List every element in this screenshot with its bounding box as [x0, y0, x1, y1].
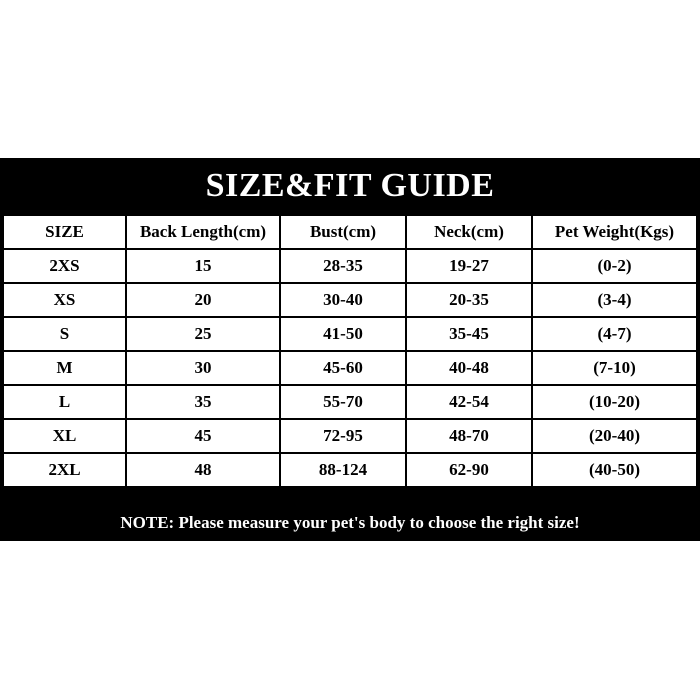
- cell-neck: 62-90: [407, 454, 531, 486]
- header-pet-weight: Pet Weight(Kgs): [533, 216, 696, 248]
- cell-neck: 19-27: [407, 250, 531, 282]
- cell-size: S: [4, 318, 125, 350]
- header-size: SIZE: [4, 216, 125, 248]
- cell-bust: 55-70: [281, 386, 405, 418]
- cell-back-length: 20: [127, 284, 279, 316]
- table-row: [4, 420, 696, 452]
- cell-size: 2XL: [4, 454, 125, 486]
- cell-bust: 30-40: [281, 284, 405, 316]
- cell-size: XS: [4, 284, 125, 316]
- size-fit-guide: [0, 158, 700, 541]
- cell-bust: 45-60: [281, 352, 405, 384]
- cell-neck: 48-70: [407, 420, 531, 452]
- guide-title: SIZE&FIT GUIDE: [205, 167, 495, 204]
- cell-pet-weight: (20-40): [533, 420, 696, 452]
- header-bust: Bust(cm): [281, 216, 405, 248]
- table-row: [4, 284, 696, 316]
- cell-pet-weight: (10-20): [533, 386, 696, 418]
- cell-bust: 88-124: [281, 454, 405, 486]
- cell-neck: 35-45: [407, 318, 531, 350]
- cell-back-length: 48: [127, 454, 279, 486]
- cell-bust: 72-95: [281, 420, 405, 452]
- cell-neck: 20-35: [407, 284, 531, 316]
- cell-pet-weight: (4-7): [533, 318, 696, 350]
- cell-back-length: 35: [127, 386, 279, 418]
- cell-size: M: [4, 352, 125, 384]
- size-table: [2, 214, 698, 488]
- cell-pet-weight: (7-10): [533, 352, 696, 384]
- cell-pet-weight: (3-4): [533, 284, 696, 316]
- cell-size: XL: [4, 420, 125, 452]
- table-header-row: [4, 216, 696, 248]
- note-banner: NOTE: Please measure your pet's body to choose the right size!: [120, 513, 580, 532]
- cell-neck: 40-48: [407, 352, 531, 384]
- table-row: [4, 250, 696, 282]
- cell-size: 2XS: [4, 250, 125, 282]
- cell-bust: 41-50: [281, 318, 405, 350]
- cell-back-length: 25: [127, 318, 279, 350]
- cell-size: L: [4, 386, 125, 418]
- header-back-length: Back Length(cm): [127, 216, 279, 248]
- table-row: [4, 318, 696, 350]
- cell-pet-weight: (40-50): [533, 454, 696, 486]
- cell-pet-weight: (0-2): [533, 250, 696, 282]
- table-row: [4, 352, 696, 384]
- cell-bust: 28-35: [281, 250, 405, 282]
- table-row: [4, 454, 696, 486]
- table-row: [4, 386, 696, 418]
- header-neck: Neck(cm): [407, 216, 531, 248]
- cell-back-length: 15: [127, 250, 279, 282]
- cell-back-length: 30: [127, 352, 279, 384]
- cell-neck: 42-54: [407, 386, 531, 418]
- cell-back-length: 45: [127, 420, 279, 452]
